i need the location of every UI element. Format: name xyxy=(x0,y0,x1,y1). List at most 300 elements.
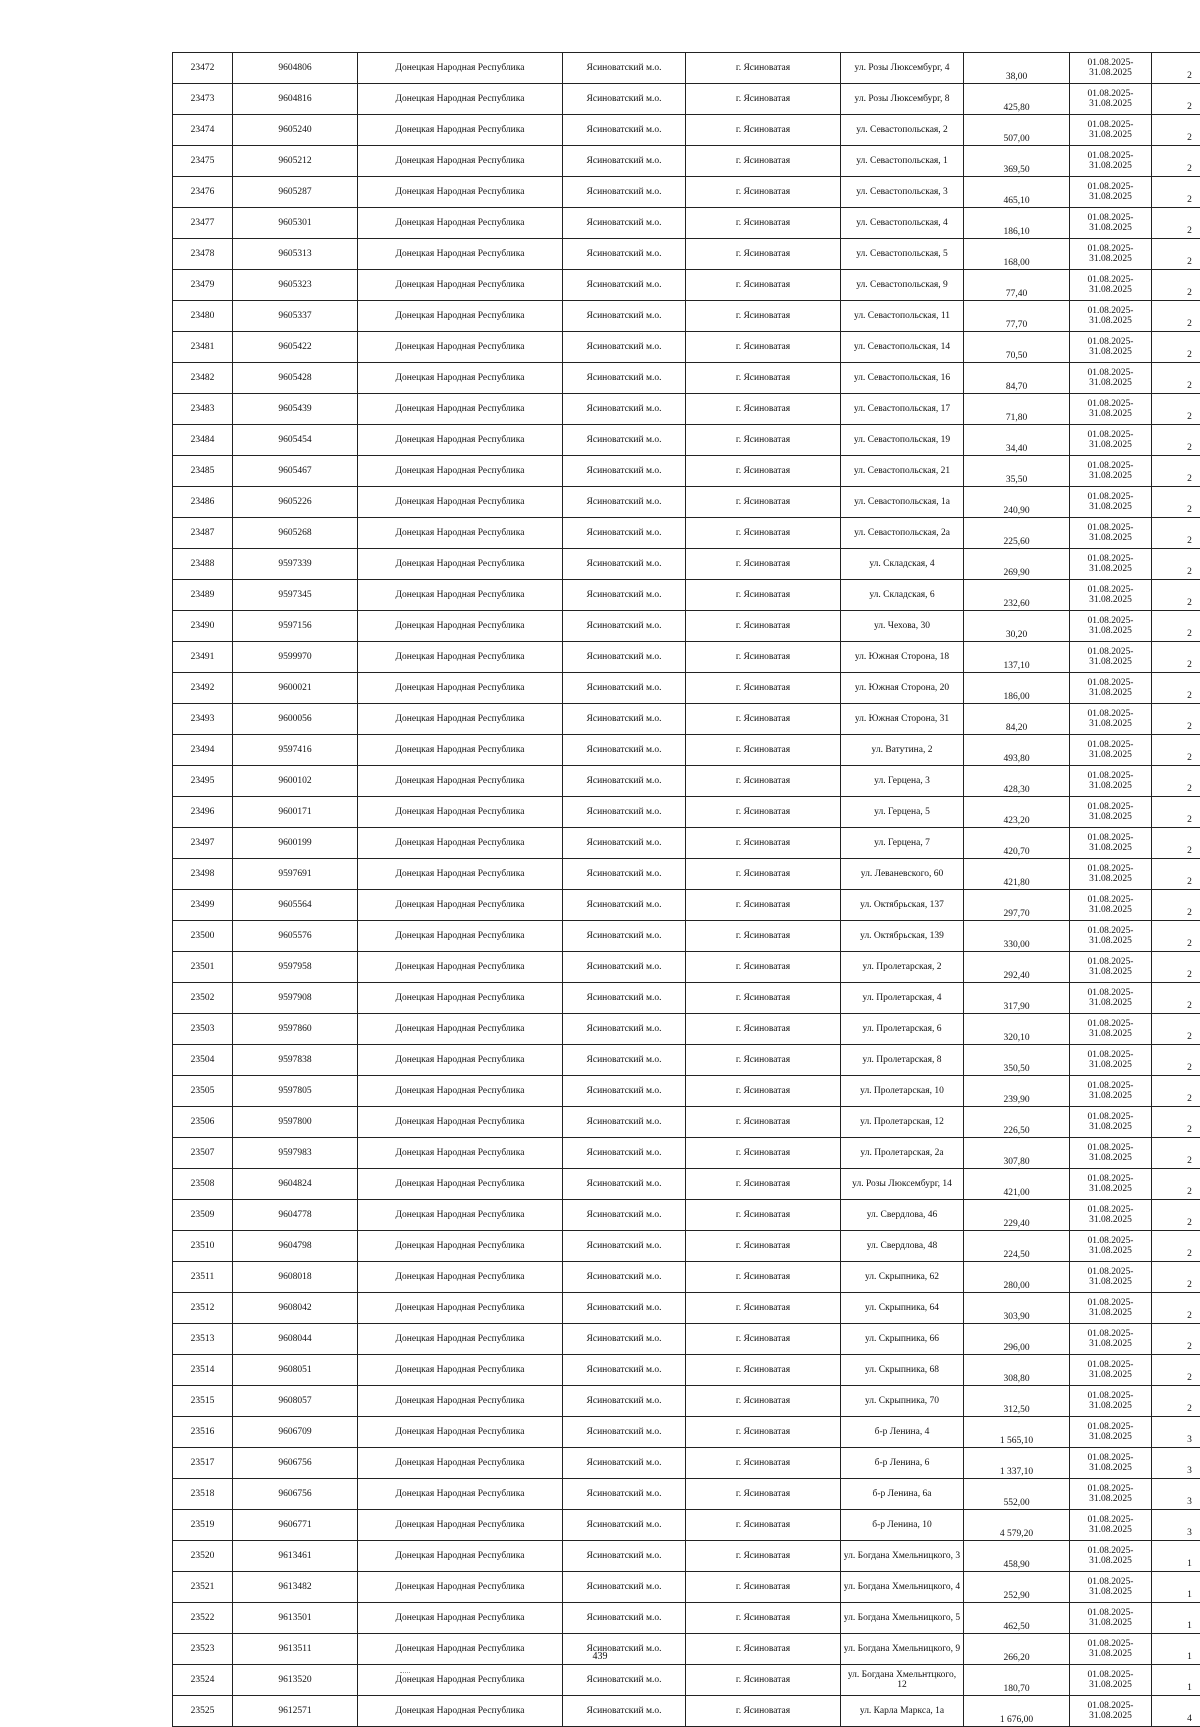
table-row xyxy=(173,518,1200,549)
address-cell: ул. Складская, 4 xyxy=(841,549,964,580)
address-cell: ул. Пролетарская, 10 xyxy=(841,1076,964,1107)
table-row xyxy=(173,611,1200,642)
municipality-cell: Ясиноватский м.о. xyxy=(563,580,686,611)
object-code-cell: 9605323 xyxy=(233,270,358,301)
city-cell: г. Ясиноватая xyxy=(686,1386,841,1417)
class-cell: 2 xyxy=(1152,766,1200,797)
object-code-cell: 9597958 xyxy=(233,952,358,983)
municipality-cell: Ясиноватский м.о. xyxy=(563,1076,686,1107)
region-cell: Донецкая Народная Республика xyxy=(358,1510,563,1541)
period-cell: 01.08.2025- 31.08.2025 xyxy=(1070,1541,1152,1572)
class-cell: 3 xyxy=(1152,1448,1200,1479)
address-cell: ул. Севастопольская, 3 xyxy=(841,177,964,208)
row-number-cell: 23504 xyxy=(173,1045,233,1076)
area-cell: 77,70 xyxy=(964,301,1070,332)
address-cell: ул. Севастопольская, 11 xyxy=(841,301,964,332)
period-cell: 01.08.2025- 31.08.2025 xyxy=(1070,1293,1152,1324)
city-cell: г. Ясиноватая xyxy=(686,1665,841,1696)
object-code-cell: 9612571 xyxy=(233,1696,358,1727)
table-row xyxy=(173,332,1200,363)
city-cell: г. Ясиноватая xyxy=(686,456,841,487)
row-number-cell: 23484 xyxy=(173,425,233,456)
area-cell: 1 565,10 xyxy=(964,1417,1070,1448)
region-cell: Донецкая Народная Республика xyxy=(358,1076,563,1107)
class-cell: 2 xyxy=(1152,921,1200,952)
table-row xyxy=(173,1324,1200,1355)
region-cell: Донецкая Народная Республика xyxy=(358,1045,563,1076)
class-cell: 2 xyxy=(1152,518,1200,549)
table-row xyxy=(173,1262,1200,1293)
table-row xyxy=(173,952,1200,983)
object-code-cell: 9608042 xyxy=(233,1293,358,1324)
row-number-cell: 23493 xyxy=(173,704,233,735)
city-cell: г. Ясиноватая xyxy=(686,1076,841,1107)
address-cell: ул. Пролетарская, 6 xyxy=(841,1014,964,1045)
period-cell: 01.08.2025- 31.08.2025 xyxy=(1070,146,1152,177)
region-cell: Донецкая Народная Республика xyxy=(358,766,563,797)
object-code-cell: 9605564 xyxy=(233,890,358,921)
area-cell: 229,40 xyxy=(964,1200,1070,1231)
class-cell: 2 xyxy=(1152,704,1200,735)
region-cell: Донецкая Народная Республика xyxy=(358,146,563,177)
table-row xyxy=(173,859,1200,890)
class-cell: 4 xyxy=(1152,1696,1200,1727)
object-code-cell: 9613501 xyxy=(233,1603,358,1634)
region-cell: Донецкая Народная Республика xyxy=(358,1262,563,1293)
period-cell: 01.08.2025- 31.08.2025 xyxy=(1070,394,1152,425)
object-code-cell: 9597416 xyxy=(233,735,358,766)
municipality-cell: Ясиноватский м.о. xyxy=(563,1479,686,1510)
object-code-cell: 9605287 xyxy=(233,177,358,208)
period-cell: 01.08.2025- 31.08.2025 xyxy=(1070,642,1152,673)
period-cell: 01.08.2025- 31.08.2025 xyxy=(1070,239,1152,270)
row-number-cell: 23506 xyxy=(173,1107,233,1138)
municipality-cell: Ясиноватский м.о. xyxy=(563,1045,686,1076)
class-cell: 2 xyxy=(1152,487,1200,518)
class-cell: 2 xyxy=(1152,1324,1200,1355)
class-cell: 2 xyxy=(1152,363,1200,394)
period-cell: 01.08.2025- 31.08.2025 xyxy=(1070,270,1152,301)
municipality-cell: Ясиноватский м.о. xyxy=(563,890,686,921)
municipality-cell: Ясиноватский м.о. xyxy=(563,921,686,952)
address-cell: ул. Богдана Хмельницкого, 4 xyxy=(841,1572,964,1603)
city-cell: г. Ясиноватая xyxy=(686,952,841,983)
table-row xyxy=(173,53,1200,84)
municipality-cell: Ясиноватский м.о. xyxy=(563,766,686,797)
municipality-cell: Ясиноватский м.о. xyxy=(563,1417,686,1448)
class-cell: 1 xyxy=(1152,1572,1200,1603)
city-cell: г. Ясиноватая xyxy=(686,487,841,518)
region-cell: Донецкая Народная Республика xyxy=(358,1386,563,1417)
region-cell: Донецкая Народная Республика xyxy=(358,332,563,363)
row-number-cell: 23517 xyxy=(173,1448,233,1479)
period-cell: 01.08.2025- 31.08.2025 xyxy=(1070,456,1152,487)
row-number-cell: 23486 xyxy=(173,487,233,518)
class-cell: 2 xyxy=(1152,301,1200,332)
object-code-cell: 9613482 xyxy=(233,1572,358,1603)
municipality-cell: Ясиноватский м.о. xyxy=(563,1355,686,1386)
area-cell: 269,90 xyxy=(964,549,1070,580)
table-row xyxy=(173,1417,1200,1448)
address-cell: ул. Севастопольская, 1а xyxy=(841,487,964,518)
area-cell: 423,20 xyxy=(964,797,1070,828)
class-cell: 2 xyxy=(1152,1231,1200,1262)
class-cell: 2 xyxy=(1152,1138,1200,1169)
class-cell: 2 xyxy=(1152,456,1200,487)
region-cell: Донецкая Народная Республика xyxy=(358,673,563,704)
row-number-cell: 23503 xyxy=(173,1014,233,1045)
table-row xyxy=(173,456,1200,487)
address-cell: ул. Скрыпника, 68 xyxy=(841,1355,964,1386)
address-cell: ул. Севастопольская, 17 xyxy=(841,394,964,425)
area-cell: 1 337,10 xyxy=(964,1448,1070,1479)
table-row xyxy=(173,425,1200,456)
row-number-cell: 23516 xyxy=(173,1417,233,1448)
table-row xyxy=(173,363,1200,394)
municipality-cell: Ясиноватский м.о. xyxy=(563,1634,686,1665)
class-cell: 2 xyxy=(1152,239,1200,270)
period-cell: 01.08.2025- 31.08.2025 xyxy=(1070,1262,1152,1293)
address-cell: ул. Карла Маркса, 1а xyxy=(841,1696,964,1727)
row-number-cell: 23508 xyxy=(173,1169,233,1200)
area-cell: 84,70 xyxy=(964,363,1070,394)
class-cell: 2 xyxy=(1152,332,1200,363)
address-cell: ул. Пролетарская, 2а xyxy=(841,1138,964,1169)
row-number-cell: 23492 xyxy=(173,673,233,704)
table-row xyxy=(173,270,1200,301)
municipality-cell: Ясиноватский м.о. xyxy=(563,487,686,518)
address-cell: ул. Богдана Хмельницкого, 9 xyxy=(841,1634,964,1665)
object-code-cell: 9600021 xyxy=(233,673,358,704)
municipality-cell: Ясиноватский м.о. xyxy=(563,1541,686,1572)
address-cell: ул. Севастопольская, 1 xyxy=(841,146,964,177)
region-cell: Донецкая Народная Республика xyxy=(358,797,563,828)
region-cell: Донецкая Народная Республика xyxy=(358,301,563,332)
row-number-cell: 23515 xyxy=(173,1386,233,1417)
address-cell: ул. Складская, 6 xyxy=(841,580,964,611)
period-cell: 01.08.2025- 31.08.2025 xyxy=(1070,611,1152,642)
area-cell: 296,00 xyxy=(964,1324,1070,1355)
class-cell: 2 xyxy=(1152,1045,1200,1076)
period-cell: 01.08.2025- 31.08.2025 xyxy=(1070,1603,1152,1634)
class-cell: 2 xyxy=(1152,828,1200,859)
area-cell: 225,60 xyxy=(964,518,1070,549)
city-cell: г. Ясиноватая xyxy=(686,115,841,146)
object-code-cell: 9604798 xyxy=(233,1231,358,1262)
city-cell: г. Ясиноватая xyxy=(686,859,841,890)
object-code-cell: 9605268 xyxy=(233,518,358,549)
city-cell: г. Ясиноватая xyxy=(686,239,841,270)
region-cell: Донецкая Народная Республика xyxy=(358,1169,563,1200)
area-cell: 308,80 xyxy=(964,1355,1070,1386)
table-row xyxy=(173,828,1200,859)
period-cell: 01.08.2025- 31.08.2025 xyxy=(1070,487,1152,518)
table-row xyxy=(173,1200,1200,1231)
table-row xyxy=(173,797,1200,828)
object-code-cell: 9597838 xyxy=(233,1045,358,1076)
table-row xyxy=(173,1665,1200,1696)
period-cell: 01.08.2025- 31.08.2025 xyxy=(1070,518,1152,549)
municipality-cell: Ясиноватский м.о. xyxy=(563,1665,686,1696)
address-cell: ул. Пролетарская, 12 xyxy=(841,1107,964,1138)
period-cell: 01.08.2025- 31.08.2025 xyxy=(1070,1076,1152,1107)
object-code-cell: 9605240 xyxy=(233,115,358,146)
area-cell: 493,80 xyxy=(964,735,1070,766)
address-cell: ул. Севастопольская, 21 xyxy=(841,456,964,487)
address-cell: ул. Пролетарская, 2 xyxy=(841,952,964,983)
period-cell: 01.08.2025- 31.08.2025 xyxy=(1070,1510,1152,1541)
table-row xyxy=(173,1603,1200,1634)
region-cell: Донецкая Народная Республика xyxy=(358,363,563,394)
row-number-cell: 23502 xyxy=(173,983,233,1014)
region-cell: Донецкая Народная Республика xyxy=(358,425,563,456)
city-cell: г. Ясиноватая xyxy=(686,394,841,425)
city-cell: г. Ясиноватая xyxy=(686,1293,841,1324)
city-cell: г. Ясиноватая xyxy=(686,580,841,611)
row-number-cell: 23501 xyxy=(173,952,233,983)
period-cell: 01.08.2025- 31.08.2025 xyxy=(1070,890,1152,921)
period-cell: 01.08.2025- 31.08.2025 xyxy=(1070,1169,1152,1200)
area-cell: 70,50 xyxy=(964,332,1070,363)
table-row xyxy=(173,115,1200,146)
municipality-cell: Ясиноватский м.о. xyxy=(563,208,686,239)
area-cell: 320,10 xyxy=(964,1014,1070,1045)
class-cell: 2 xyxy=(1152,797,1200,828)
period-cell: 01.08.2025- 31.08.2025 xyxy=(1070,735,1152,766)
object-code-cell: 9606756 xyxy=(233,1448,358,1479)
area-cell: 303,90 xyxy=(964,1293,1070,1324)
region-cell: Донецкая Народная Республика xyxy=(358,270,563,301)
address-cell: ул. Севастопольская, 9 xyxy=(841,270,964,301)
region-cell: Донецкая Народная Республика xyxy=(358,983,563,1014)
period-cell: 01.08.2025- 31.08.2025 xyxy=(1070,1448,1152,1479)
area-cell: 239,90 xyxy=(964,1076,1070,1107)
city-cell: г. Ясиноватая xyxy=(686,146,841,177)
row-number-cell: 23520 xyxy=(173,1541,233,1572)
row-number-cell: 23474 xyxy=(173,115,233,146)
area-cell: 421,00 xyxy=(964,1169,1070,1200)
area-cell: 462,50 xyxy=(964,1603,1070,1634)
class-cell: 2 xyxy=(1152,1386,1200,1417)
row-number-cell: 23483 xyxy=(173,394,233,425)
table-row xyxy=(173,84,1200,115)
object-code-cell: 9597908 xyxy=(233,983,358,1014)
municipality-cell: Ясиноватский м.о. xyxy=(563,1572,686,1603)
region-cell: Донецкая Народная Республика xyxy=(358,394,563,425)
municipality-cell: Ясиноватский м.о. xyxy=(563,518,686,549)
table-row xyxy=(173,1107,1200,1138)
table-body xyxy=(173,53,1200,1727)
row-number-cell: 23481 xyxy=(173,332,233,363)
area-cell: 330,00 xyxy=(964,921,1070,952)
period-cell: 01.08.2025- 31.08.2025 xyxy=(1070,53,1152,84)
table-row xyxy=(173,1014,1200,1045)
area-cell: 458,90 xyxy=(964,1541,1070,1572)
area-cell: 35,50 xyxy=(964,456,1070,487)
region-cell: Донецкая Народная Республика xyxy=(358,208,563,239)
period-cell: 01.08.2025- 31.08.2025 xyxy=(1070,1572,1152,1603)
object-code-cell: 9597800 xyxy=(233,1107,358,1138)
address-cell: ул. Свердлова, 48 xyxy=(841,1231,964,1262)
row-number-cell: 23524 xyxy=(173,1665,233,1696)
object-code-cell: 9597805 xyxy=(233,1076,358,1107)
municipality-cell: Ясиноватский м.о. xyxy=(563,549,686,580)
object-code-cell: 9604778 xyxy=(233,1200,358,1231)
object-code-cell: 9608051 xyxy=(233,1355,358,1386)
class-cell: 2 xyxy=(1152,1014,1200,1045)
row-number-cell: 23525 xyxy=(173,1696,233,1727)
city-cell: г. Ясиноватая xyxy=(686,1200,841,1231)
row-number-cell: 23521 xyxy=(173,1572,233,1603)
object-code-cell: 9600199 xyxy=(233,828,358,859)
table-row xyxy=(173,580,1200,611)
region-cell: Донецкая Народная Республика xyxy=(358,177,563,208)
region-cell: Донецкая Народная Республика xyxy=(358,456,563,487)
address-cell: ул. Скрыпника, 66 xyxy=(841,1324,964,1355)
area-cell: 38,00 xyxy=(964,53,1070,84)
region-cell: Донецкая Народная Республика xyxy=(358,518,563,549)
table-row xyxy=(173,1169,1200,1200)
municipality-cell: Ясиноватский м.о. xyxy=(563,1107,686,1138)
object-code-cell: 9605467 xyxy=(233,456,358,487)
address-cell: ул. Севастопольская, 4 xyxy=(841,208,964,239)
object-code-cell: 9599970 xyxy=(233,642,358,673)
address-cell: ул. Леваневского, 60 xyxy=(841,859,964,890)
city-cell: г. Ясиноватая xyxy=(686,1014,841,1045)
municipality-cell: Ясиноватский м.о. xyxy=(563,53,686,84)
object-code-cell: 9606771 xyxy=(233,1510,358,1541)
city-cell: г. Ясиноватая xyxy=(686,828,841,859)
municipality-cell: Ясиноватский м.о. xyxy=(563,1262,686,1293)
object-code-cell: 9605301 xyxy=(233,208,358,239)
table-row xyxy=(173,1448,1200,1479)
row-number-cell: 23489 xyxy=(173,580,233,611)
row-number-cell: 23497 xyxy=(173,828,233,859)
city-cell: г. Ясиноватая xyxy=(686,1107,841,1138)
row-number-cell: 23523 xyxy=(173,1634,233,1665)
class-cell: 3 xyxy=(1152,1479,1200,1510)
region-cell: Донецкая Народная Республика xyxy=(358,53,563,84)
municipality-cell: Ясиноватский м.о. xyxy=(563,828,686,859)
object-code-cell: 9608044 xyxy=(233,1324,358,1355)
address-cell: б-р Ленина, 4 xyxy=(841,1417,964,1448)
area-cell: 137,10 xyxy=(964,642,1070,673)
city-cell: г. Ясиноватая xyxy=(686,1448,841,1479)
region-cell: Донецкая Народная Республика xyxy=(358,1448,563,1479)
region-cell: Донецкая Народная Республика xyxy=(358,1293,563,1324)
row-number-cell: 23511 xyxy=(173,1262,233,1293)
object-code-cell: 9608057 xyxy=(233,1386,358,1417)
class-cell: 2 xyxy=(1152,1293,1200,1324)
row-number-cell: 23495 xyxy=(173,766,233,797)
period-cell: 01.08.2025- 31.08.2025 xyxy=(1070,1200,1152,1231)
city-cell: г. Ясиноватая xyxy=(686,1169,841,1200)
city-cell: г. Ясиноватая xyxy=(686,1324,841,1355)
area-cell: 552,00 xyxy=(964,1479,1070,1510)
row-number-cell: 23513 xyxy=(173,1324,233,1355)
class-cell: 2 xyxy=(1152,642,1200,673)
table-row xyxy=(173,549,1200,580)
city-cell: г. Ясиноватая xyxy=(686,1634,841,1665)
municipality-cell: Ясиноватский м.о. xyxy=(563,642,686,673)
table-row xyxy=(173,735,1200,766)
city-cell: г. Ясиноватая xyxy=(686,549,841,580)
city-cell: г. Ясиноватая xyxy=(686,642,841,673)
class-cell: 2 xyxy=(1152,1355,1200,1386)
city-cell: г. Ясиноватая xyxy=(686,1541,841,1572)
area-cell: 180,70 xyxy=(964,1665,1070,1696)
scan-mark xyxy=(400,1672,410,1674)
table-row xyxy=(173,1138,1200,1169)
address-cell: ул. Герцена, 5 xyxy=(841,797,964,828)
address-cell: ул. Пролетарская, 8 xyxy=(841,1045,964,1076)
class-cell: 2 xyxy=(1152,673,1200,704)
table-row xyxy=(173,1355,1200,1386)
table-row xyxy=(173,1696,1200,1727)
region-cell: Донецкая Народная Республика xyxy=(358,1541,563,1572)
period-cell: 01.08.2025- 31.08.2025 xyxy=(1070,549,1152,580)
municipality-cell: Ясиноватский м.о. xyxy=(563,1448,686,1479)
row-number-cell: 23500 xyxy=(173,921,233,952)
region-cell: Донецкая Народная Республика xyxy=(358,611,563,642)
table-row xyxy=(173,487,1200,518)
area-cell: 297,70 xyxy=(964,890,1070,921)
object-code-cell: 9613461 xyxy=(233,1541,358,1572)
region-cell: Донецкая Народная Республика xyxy=(358,1231,563,1262)
area-cell: 307,80 xyxy=(964,1138,1070,1169)
class-cell: 2 xyxy=(1152,611,1200,642)
table-row xyxy=(173,921,1200,952)
period-cell: 01.08.2025- 31.08.2025 xyxy=(1070,208,1152,239)
object-code-cell: 9604806 xyxy=(233,53,358,84)
table-row xyxy=(173,239,1200,270)
city-cell: г. Ясиноватая xyxy=(686,1572,841,1603)
city-cell: г. Ясиноватая xyxy=(686,1696,841,1727)
object-code-cell: 9597983 xyxy=(233,1138,358,1169)
object-code-cell: 9597691 xyxy=(233,859,358,890)
address-cell: ул. Севастопольская, 2 xyxy=(841,115,964,146)
table-row xyxy=(173,146,1200,177)
municipality-cell: Ясиноватский м.о. xyxy=(563,1293,686,1324)
address-cell: ул. Чехова, 30 xyxy=(841,611,964,642)
area-cell: 224,50 xyxy=(964,1231,1070,1262)
row-number-cell: 23487 xyxy=(173,518,233,549)
row-number-cell: 23507 xyxy=(173,1138,233,1169)
table-row xyxy=(173,673,1200,704)
region-cell: Донецкая Народная Республика xyxy=(358,859,563,890)
period-cell: 01.08.2025- 31.08.2025 xyxy=(1070,332,1152,363)
city-cell: г. Ясиноватая xyxy=(686,425,841,456)
row-number-cell: 23477 xyxy=(173,208,233,239)
object-code-cell: 9600056 xyxy=(233,704,358,735)
address-cell: ул. Скрыпника, 64 xyxy=(841,1293,964,1324)
period-cell: 01.08.2025- 31.08.2025 xyxy=(1070,797,1152,828)
row-number-cell: 23490 xyxy=(173,611,233,642)
row-number-cell: 23519 xyxy=(173,1510,233,1541)
class-cell: 2 xyxy=(1152,1262,1200,1293)
period-cell: 01.08.2025- 31.08.2025 xyxy=(1070,1107,1152,1138)
period-cell: 01.08.2025- 31.08.2025 xyxy=(1070,1138,1152,1169)
area-cell: 421,80 xyxy=(964,859,1070,890)
region-cell: Донецкая Народная Республика xyxy=(358,1696,563,1727)
municipality-cell: Ясиноватский м.о. xyxy=(563,983,686,1014)
area-cell: 1 676,00 xyxy=(964,1696,1070,1727)
class-cell: 1 xyxy=(1152,1541,1200,1572)
class-cell: 2 xyxy=(1152,84,1200,115)
area-cell: 186,00 xyxy=(964,673,1070,704)
object-code-cell: 9605226 xyxy=(233,487,358,518)
city-cell: г. Ясиноватая xyxy=(686,1138,841,1169)
